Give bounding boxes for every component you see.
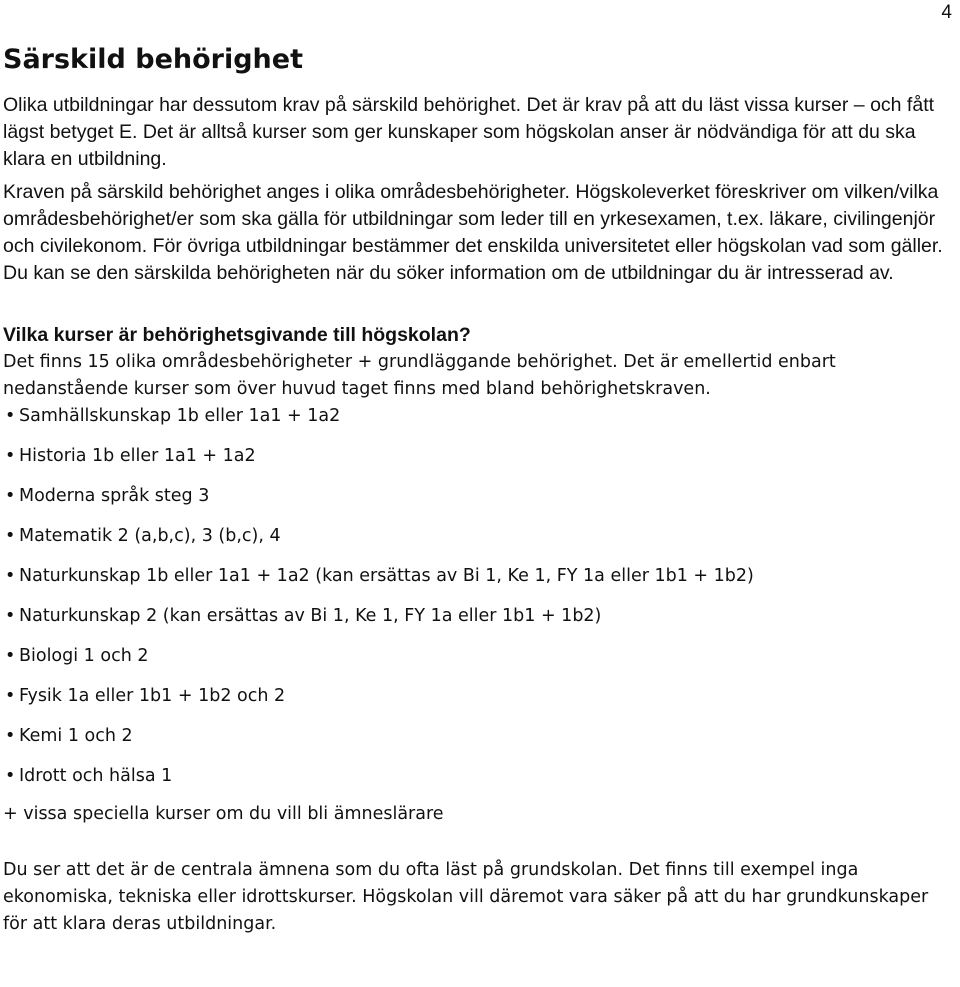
document-body xyxy=(3,40,953,938)
list-item xyxy=(3,443,953,470)
course-label: Matematik 2 (a,b,c), 3 (b,c), 4 xyxy=(19,526,281,546)
intro-paragraph-1: Olika utbildningar har dessutom krav på särskild behörighet. Det är krav på att du läst vissa kurser – och fått lägst betyget E. Det är alltså kurser som ger kunskaper som högskolan anser är nödvändiga för att du ska klara en utbildning. xyxy=(3,94,935,170)
section-heading: Vilka kurser är behörighetsgivande till högskolan? xyxy=(3,324,471,346)
list-item xyxy=(3,603,953,630)
bullet-icon: • xyxy=(5,686,16,706)
intro-paragraph-2: Kraven på särskild behörighet anges i olika områdesbehörigheter. Högskoleverket föreskriver om vilken/vilka områdesbehörighet/er som ska gälla för utbildningar som leder till en yrkesexamen, t.ex. läkare, civilingenjör och civilekonom. För övriga utbildningar bestämmer det enskilda universitetet eller högskolan vad som gäller. Du kan se den särskilda behörigheten när du söker information om de utbildningar du är intresserad av. xyxy=(3,181,943,284)
bullet-icon: • xyxy=(5,726,16,746)
list-item xyxy=(3,763,953,790)
list-item xyxy=(3,403,953,430)
list-item xyxy=(3,523,953,550)
course-label: Idrott och hälsa 1 xyxy=(19,766,173,786)
course-label: Kemi 1 och 2 xyxy=(19,726,133,746)
bullet-icon: • xyxy=(5,446,16,466)
course-label: Naturkunskap 1b eller 1a1 + 1a2 (kan ersättas av Bi 1, Ke 1, FY 1a eller 1b1 + 1b2) xyxy=(19,566,754,586)
bullet-icon: • xyxy=(5,606,16,626)
list-item xyxy=(3,643,953,670)
course-label: Moderna språk steg 3 xyxy=(19,486,210,506)
bullet-icon: • xyxy=(5,566,16,586)
list-item xyxy=(3,683,953,710)
page-number: 4 xyxy=(941,2,952,23)
bullet-icon: • xyxy=(5,766,16,786)
page-title: Särskild behörighet xyxy=(3,44,303,75)
course-label: Naturkunskap 2 (kan ersättas av Bi 1, Ke 1, FY 1a eller 1b1 + 1b2) xyxy=(19,606,602,626)
bullet-icon: • xyxy=(5,646,16,666)
bullet-icon: • xyxy=(5,486,16,506)
list-item xyxy=(3,483,953,510)
bullet-icon: • xyxy=(5,406,16,426)
course-label: Historia 1b eller 1a1 + 1a2 xyxy=(19,446,256,466)
list-item xyxy=(3,723,953,750)
bullet-icon: • xyxy=(5,526,16,546)
section-intro: Det finns 15 olika områdesbehörigheter + grundläggande behörighet. Det är emellertid enbart nedanstående kurser som över huvud taget finns med bland behörighetskraven. xyxy=(3,352,836,399)
course-label: Fysik 1a eller 1b1 + 1b2 och 2 xyxy=(19,686,286,706)
list-item xyxy=(3,563,953,590)
extra-courses-note: + vissa speciella kurser om du vill bli ämneslärare xyxy=(3,804,444,824)
course-label: Biologi 1 och 2 xyxy=(19,646,149,666)
course-list xyxy=(3,403,953,790)
closing-paragraph: Du ser att det är de centrala ämnena som du ofta läst på grundskolan. Det finns till exempel inga ekonomiska, tekniska eller idrottskurser. Högskolan vill däremot vara säker på att du har grundkunskaper för att klara deras utbildningar. xyxy=(3,860,929,934)
course-label: Samhällskunskap 1b eller 1a1 + 1a2 xyxy=(19,406,341,426)
